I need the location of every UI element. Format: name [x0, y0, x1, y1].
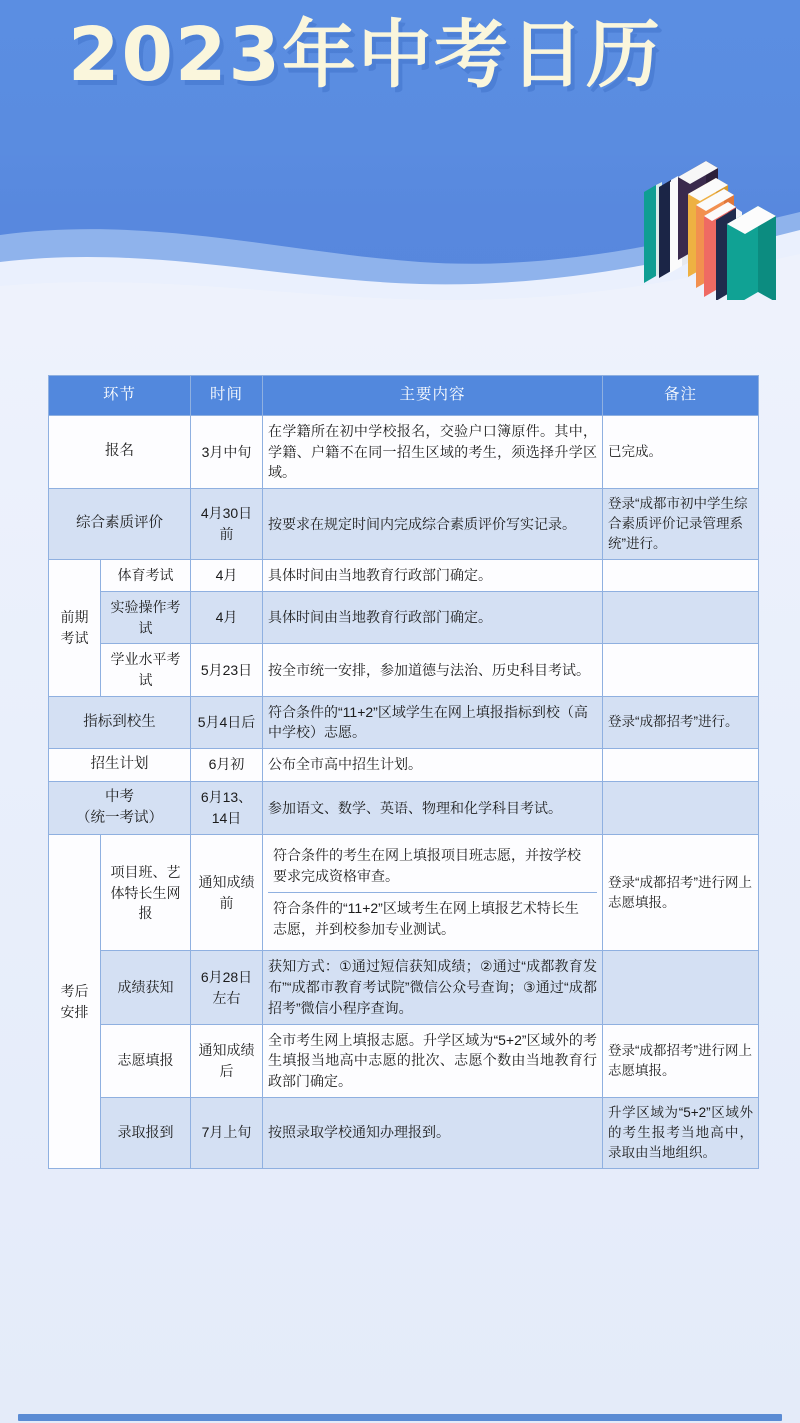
stage-time: 6月13、14日: [191, 781, 263, 835]
stage-name: 指标到校生: [49, 696, 191, 748]
stage-content-split: [263, 835, 603, 951]
table-row: [49, 489, 759, 560]
stage-name: 项目班、艺体特长生网报: [101, 835, 191, 951]
stage-content: 获知方式：①通过短信获知成绩；②通过“成都教育发布”“成都市教育考试院”微信公众号查询；③通过“成都招考”微信小程序查询。: [263, 951, 603, 1024]
stage-note: [603, 781, 759, 835]
stage-name: 综合素质评价: [49, 489, 191, 560]
stage-name-line1: 中考: [105, 788, 134, 805]
stage-note: 登录“成都招考”进行网上志愿填报。: [603, 1024, 759, 1097]
hero-banner: [0, 0, 800, 345]
table-row: [49, 416, 759, 489]
stage-time: 4月: [191, 560, 263, 592]
stage-time: 4月30日前: [191, 489, 263, 560]
table-row: [49, 560, 759, 592]
table-row: [49, 749, 759, 781]
column-header-stage: 环节: [49, 376, 191, 416]
stage-note: 已完成。: [603, 416, 759, 489]
table-row: [49, 1024, 759, 1097]
stage-content: 符合条件的“11+2”区域学生在网上填报指标到校（高中学校）志愿。: [263, 696, 603, 748]
bottom-accent-bar: [18, 1414, 782, 1421]
exam-calendar-table: [48, 375, 759, 1169]
stage-time: 6月初: [191, 749, 263, 781]
stage-name: 实验操作考试: [101, 591, 191, 643]
page-title: 2023年中考日历: [68, 12, 662, 98]
table-row: [49, 644, 759, 696]
stage-content: 具体时间由当地教育行政部门确定。: [263, 560, 603, 592]
stage-note: 登录“成都招考”进行网上志愿填报。: [603, 835, 759, 951]
table-row: [49, 951, 759, 1024]
stacked-books-icon: [630, 158, 790, 318]
stage-group-label: 考后安排: [49, 835, 101, 1168]
stage-content: 在学籍所在初中学校报名，交验户口簿原件。其中，学籍、户籍不在同一招生区域的考生，须选择升学区域。: [263, 416, 603, 489]
stage-content: 按全市统一安排，参加道德与法治、历史科目考试。: [263, 644, 603, 696]
calendar-table-container: [48, 375, 758, 1169]
stage-time: 通知成绩前: [191, 835, 263, 951]
stage-content: 全市考生网上填报志愿。升学区域为“5+2”区域外的考生填报当地高中志愿的批次、志愿个数由当地教育行政部门确定。: [263, 1024, 603, 1097]
stage-note: [603, 644, 759, 696]
stage-content: 参加语文、数学、英语、物理和化学科目考试。: [263, 781, 603, 835]
stage-note: [603, 591, 759, 643]
stage-content-part2: 符合条件的“11+2”区域考生在网上填报艺术特长生志愿，并到校参加专业测试。: [268, 892, 597, 945]
stage-time: 7月上旬: [191, 1097, 263, 1168]
stage-time: 5月23日: [191, 644, 263, 696]
stage-name: 志愿填报: [101, 1024, 191, 1097]
stage-name: 录取报到: [101, 1097, 191, 1168]
table-row: [49, 591, 759, 643]
stage-note: 升学区域为“5+2”区域外的考生报考当地高中，录取由当地组织。: [603, 1097, 759, 1168]
stage-note: [603, 560, 759, 592]
table-row: [49, 696, 759, 748]
stage-content-part1: 符合条件的考生在网上填报项目班志愿，并按学校要求完成资格审查。: [273, 847, 582, 885]
stage-content: 具体时间由当地教育行政部门确定。: [263, 591, 603, 643]
column-header-content: 主要内容: [263, 376, 603, 416]
stage-name: 报名: [49, 416, 191, 489]
stage-note: [603, 749, 759, 781]
stage-name-line2: （统一考试）: [76, 810, 163, 826]
stage-group-label: 前期考试: [49, 560, 101, 697]
stage-time: 5月4日后: [191, 696, 263, 748]
stage-name: [49, 781, 191, 835]
stage-name: 成绩获知: [101, 951, 191, 1024]
table-row: [49, 1097, 759, 1168]
stage-content: 按要求在规定时间内完成综合素质评价写实记录。: [263, 489, 603, 560]
stage-name: 学业水平考试: [101, 644, 191, 696]
stage-name: 招生计划: [49, 749, 191, 781]
stage-note: 登录“成都招考”进行。: [603, 696, 759, 748]
column-header-note: 备注: [603, 376, 759, 416]
stage-time: 4月: [191, 591, 263, 643]
stage-name: 体育考试: [101, 560, 191, 592]
stage-time: 通知成绩后: [191, 1024, 263, 1097]
stage-time: 3月中旬: [191, 416, 263, 489]
table-header-row: [49, 376, 759, 416]
stage-content: 公布全市高中招生计划。: [263, 749, 603, 781]
stage-note: 登录“成都市初中学生综合素质评价记录管理系统”进行。: [603, 489, 759, 560]
stage-content: 按照录取学校通知办理报到。: [263, 1097, 603, 1168]
column-header-time: 时间: [191, 376, 263, 416]
stage-time: 6月28日左右: [191, 951, 263, 1024]
table-row: [49, 781, 759, 835]
stage-note: [603, 951, 759, 1024]
book-9-teal-front: [727, 206, 776, 310]
table-row: [49, 835, 759, 951]
